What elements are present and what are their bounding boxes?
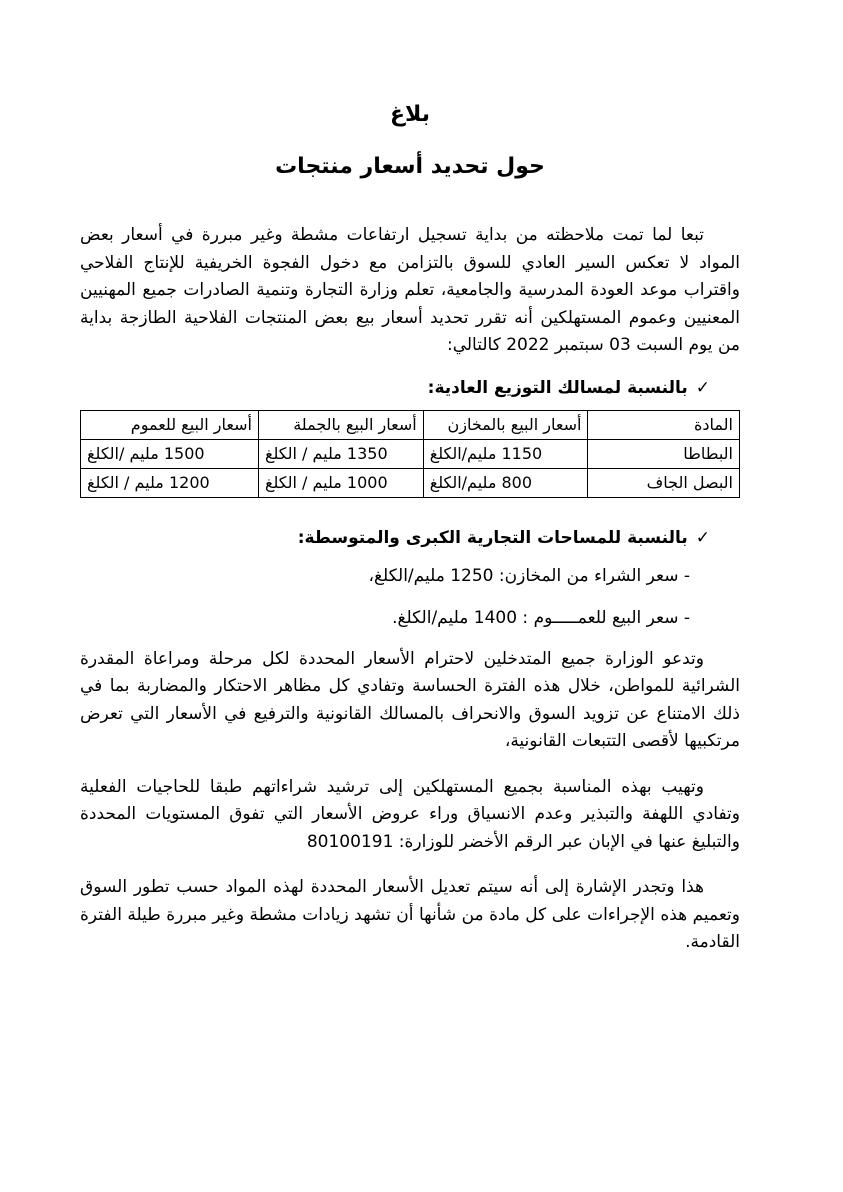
table-header-cell: أسعار البيع للعموم bbox=[81, 410, 259, 439]
document-page bbox=[80, 100, 740, 957]
table-header-cell: أسعار البيع بالمخازن bbox=[423, 410, 588, 439]
checkmark-icon: ✓ bbox=[695, 377, 710, 398]
table-row bbox=[81, 439, 740, 468]
table-cell: 1000 مليم / الكلغ bbox=[258, 468, 423, 497]
section-heading: بالنسبة للمساحات التجارية الكبرى والمتوسطة: bbox=[297, 527, 688, 548]
table-header-cell: المادة bbox=[588, 410, 740, 439]
table-cell: البصل الجاف bbox=[588, 468, 740, 497]
table-cell: 1350 مليم / الكلغ bbox=[258, 439, 423, 468]
table-cell: 1200 مليم / الكلغ bbox=[81, 468, 259, 497]
price-table bbox=[80, 410, 740, 498]
table-cell: 1150 مليم/الكلغ bbox=[423, 439, 588, 468]
table-header-row bbox=[81, 410, 740, 439]
table-cell: البطاطا bbox=[588, 439, 740, 468]
table-cell: 800 مليم/الكلغ bbox=[423, 468, 588, 497]
document-subtitle: حول تحديد أسعار منتجات bbox=[275, 154, 545, 179]
checkmark-icon: ✓ bbox=[695, 527, 710, 548]
paragraph-ministry-call: وتدعو الوزارة جميع المتدخلين لاحترام الأسعار المحددة لكل مرحلة ومراعاة المقدرة الشرائية للمواطن، خلال هذه الفترة الحساسة وتفادي كل مظاهر الاحتكار والمضاربة بما في ذلك الامتناع عن تزويد السوق والانحراف بالمسالك القانونية والترفيع في الأسعار التي تعرض مرتكبيها لأقصى التتبعات القانونية، bbox=[80, 648, 740, 751]
paragraph-closing: هذا وتجدر الإشارة إلى أنه سيتم تعديل الأسعار المحددة لهذه المواد حسب تطور السوق وتعميم هذه الإجراءات على كل مادة من شأنها أن تشهد زيادات مشطة وغير مبررة طيلة الفترة القادمة. bbox=[80, 877, 740, 952]
table-cell: 1500 مليم /الكلغ bbox=[81, 439, 259, 468]
section-large-retail bbox=[80, 524, 740, 552]
section-normal-distribution bbox=[80, 374, 740, 402]
table-header-cell: أسعار البيع بالجملة bbox=[258, 410, 423, 439]
intro-paragraph: تبعا لما تمت ملاحظته من بداية تسجيل ارتفاعات مشطة وغير مبررة في أسعار بعض المواد لا تعكس السير العادي للسوق بالتزامن مع دخول الفجوة الخريفية للإنتاج الفلاحي واقتراب موعد العودة المدرسية والجامعية، تعلم وزارة التجارة وتنمية الصادرات جميع المهنيين المعنيين وعموم المستهلكين أنه تقرر تحديد أسعار بيع بعض المنتجات الفلاحية الطازجة بداية من يوم السبت 03 سبتمبر 2022 كالتالي: bbox=[80, 225, 740, 355]
table-row bbox=[81, 468, 740, 497]
list-item: - سعر البيع للعمـــــوم : 1400 مليم/الكلغ. bbox=[392, 607, 690, 628]
paragraph-consumers: وتهيب بهذه المناسبة بجميع المستهلكين إلى ترشيد شراءاتهم طبقا للحاجيات الفعلية وتفادي اللهفة والتبذير وعدم الانسياق وراء عروض الأسعار التي تفوق المستويات المحددة والتبليغ عنها في الإبان عبر الرقم الأخضر للوزارة: 80100191 bbox=[80, 776, 740, 852]
document-title: بلاغ bbox=[390, 102, 430, 127]
section-heading: بالنسبة لمسالك التوزيع العادية: bbox=[427, 377, 688, 398]
list-item: - سعر الشراء من المخازن: 1250 مليم/الكلغ، bbox=[368, 565, 690, 586]
